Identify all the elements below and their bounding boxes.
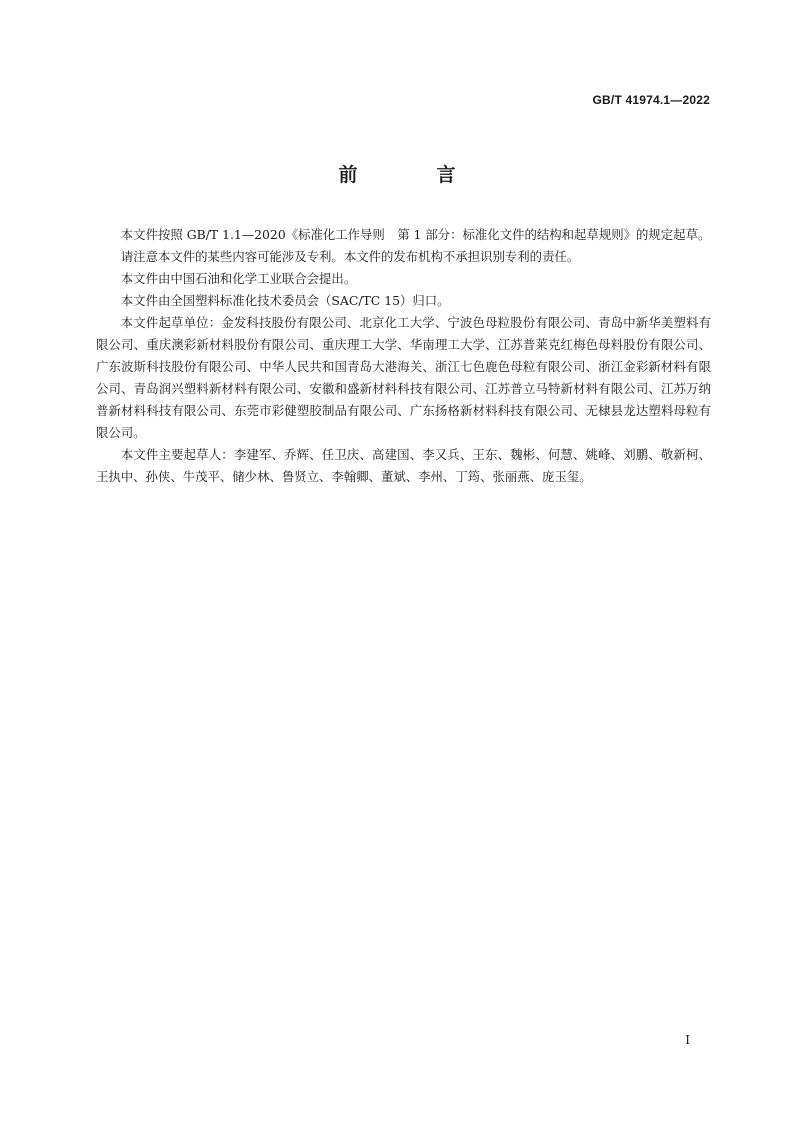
foreword-body — [96, 224, 711, 488]
page-title: 前 言 — [338, 164, 486, 186]
page-number: I — [685, 1033, 690, 1047]
standard-code: GB/T 41974.1—2022 — [592, 93, 710, 107]
paragraph-proposer: 本文件由中国石油和化学工业联合会提出。 — [120, 271, 357, 286]
paragraph-drafters: 本文件主要起草人：李建军、乔辉、任卫庆、高建国、李又兵、王东、魏彬、何慧、姚峰、刘鹏、敬新柯、王执中、孙侠、牛茂平、储少林、鲁贤立、李翰卿、董斌、李州、丁筠、张丽燕、庞玉玺。 — [96, 447, 711, 484]
paragraph-patent-notice: 请注意本文件的某些内容可能涉及专利。本文件的发布机构不承担识别专利的责任。 — [120, 249, 580, 264]
paragraph-drafting-rules: 本文件按照 GB/T 1.1—2020《标准化工作导则 第 1 部分：标准化文件的结构和起草规则》的规定起草。 — [120, 227, 711, 242]
paragraph-drafting-units: 本文件起草单位：金发科技股份有限公司、北京化工大学、宁波色母粒股份有限公司、青岛中新华美塑料有限公司、重庆澳彩新材料股份有限公司、重庆理工大学、华南理工大学、江苏普莱克红梅色母料股份有限公司、广东波斯科技股份有限公司、中华人民共和国青岛大港海关、浙江七色鹿色母粒有限公司、浙江金彩新材料有限公司、青岛润兴塑料新材料有限公司、安徽和盛新材料科技有限公司、江苏普立马特新材料有限公司、江苏万纳普新材料科技有限公司、东莞市彩健塑胶制品有限公司、广东扬格新材料科技有限公司、无棣县龙达塑料母粒有限公司。 — [96, 315, 711, 440]
paragraph-committee: 本文件由全国塑料标准化技术委员会（SAC/TC 15）归口。 — [120, 293, 450, 308]
